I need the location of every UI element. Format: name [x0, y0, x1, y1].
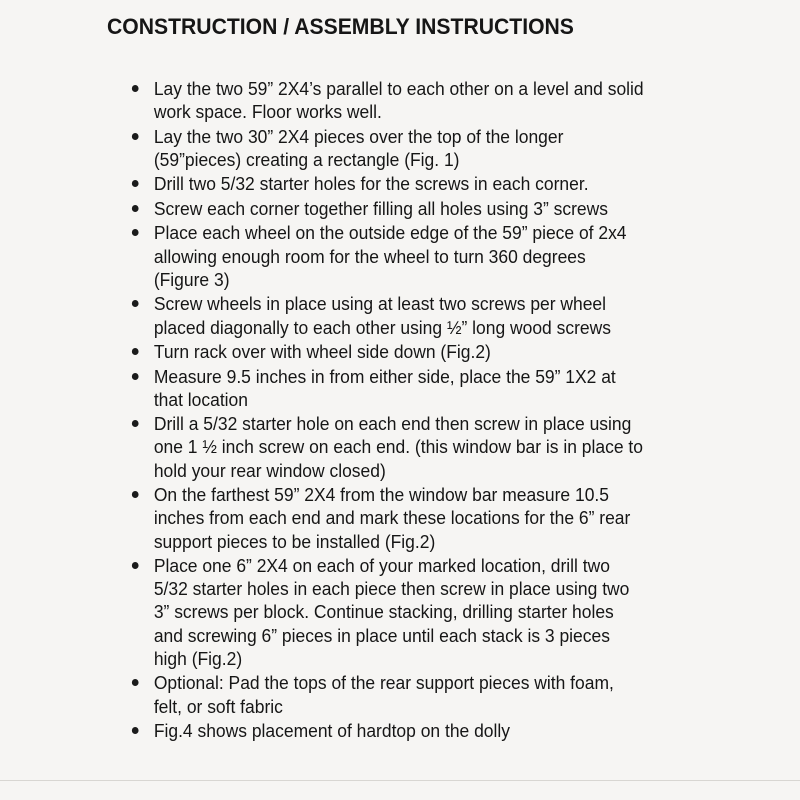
bullet-icon — [132, 348, 139, 355]
step-text-line: Drill two 5/32 starter holes for the screws in each corner. — [153, 173, 589, 195]
instruction-step — [129, 197, 784, 220]
step-text-line: Place each wheel on the outside edge of the 59” piece of 2x4 — [153, 222, 627, 244]
step-text-line: and screwing 6” pieces in place until each stack is 3 pieces — [153, 624, 610, 646]
step-text-line: Screw wheels in place using at least two screws per wheel — [153, 293, 607, 315]
bullet-icon — [132, 727, 139, 734]
instruction-step — [129, 719, 784, 742]
step-text-line: that location — [153, 388, 248, 410]
bullet-icon — [132, 300, 139, 307]
step-text-line: work space. Floor works well. — [153, 101, 382, 123]
step-text-line: Turn rack over with wheel side down (Fig.2) — [153, 341, 491, 363]
instruction-step — [129, 483, 784, 553]
step-text-line: Lay the two 59” 2X4’s parallel to each other on a level and solid — [153, 78, 644, 99]
instruction-step — [129, 365, 784, 411]
instruction-step — [129, 340, 784, 363]
step-text-line: Drill a 5/32 starter hole on each end then screw in place using — [153, 413, 632, 435]
step-text-line: (59”pieces) creating a rectangle (Fig. 1) — [153, 148, 460, 170]
step-text-line: Optional: Pad the tops of the rear support pieces with foam, — [153, 672, 614, 694]
instruction-step — [129, 554, 784, 670]
step-text-line: inches from each end and mark these locations for the 6” rear — [153, 507, 631, 529]
step-text-line: (Figure 3) — [153, 268, 230, 290]
step-text-line: allowing enough room for the wheel to turn 360 degrees — [153, 245, 586, 267]
bullet-icon — [132, 562, 139, 569]
step-text-line: Measure 9.5 inches in from either side, place the 59” 1X2 at — [153, 365, 616, 387]
step-text-line: 5/32 starter holes in each piece then screw in place using two — [153, 578, 630, 600]
step-text-line: Lay the two 30” 2X4 pieces over the top of the longer — [153, 125, 564, 147]
step-text-line: Place one 6” 2X4 on each of your marked location, drill two — [153, 555, 610, 577]
bullet-icon — [132, 133, 139, 140]
instruction-step — [129, 77, 784, 123]
bullet-icon — [132, 491, 139, 498]
instruction-step — [129, 671, 784, 717]
step-text-line: felt, or soft fabric — [153, 695, 283, 717]
bullet-icon — [132, 180, 139, 187]
instruction-step — [129, 221, 784, 291]
step-text-line: On the farthest 59” 2X4 from the window bar measure 10.5 — [153, 484, 609, 506]
bullet-icon — [132, 229, 139, 236]
step-text-line: one 1 ½ inch screw on each end. (this window bar is in place to — [153, 436, 643, 458]
instruction-list — [129, 77, 769, 744]
page-bottom-edge — [0, 780, 800, 781]
instruction-step — [129, 125, 784, 171]
step-text-line: Screw each corner together filling all holes using 3” screws — [153, 197, 608, 219]
bullet-icon — [132, 373, 139, 380]
bullet-icon — [132, 679, 139, 686]
step-text-line: Fig.4 shows placement of hardtop on the dolly — [153, 720, 511, 742]
bullet-icon — [132, 420, 139, 427]
step-text-line: placed diagonally to each other using ½” long wood screws — [153, 316, 611, 338]
instruction-step — [129, 292, 784, 338]
step-text-line: support pieces to be installed (Fig.2) — [153, 530, 436, 552]
step-text-line: hold your rear window closed) — [153, 459, 386, 481]
step-text-line: high (Fig.2) — [153, 647, 243, 669]
page-title: CONSTRUCTION / ASSEMBLY INSTRUCTIONS — [107, 14, 574, 39]
bullet-icon — [132, 205, 139, 212]
bullet-icon — [132, 85, 139, 92]
step-text-line: 3” screws per block. Continue stacking, drilling starter holes — [153, 601, 614, 623]
instruction-step — [129, 412, 784, 482]
instruction-step — [129, 172, 784, 195]
